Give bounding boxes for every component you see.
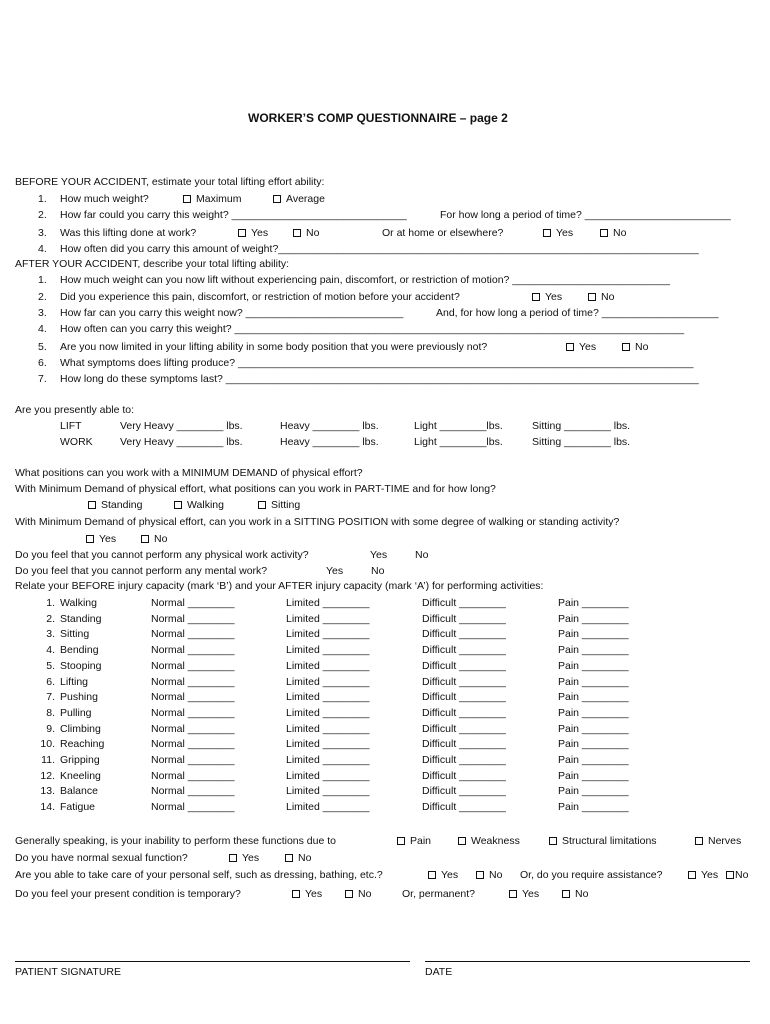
- before-q3-no[interactable]: No: [293, 227, 319, 240]
- activity-normal-field[interactable]: Normal ________: [151, 660, 235, 672]
- after-q7-text[interactable]: How long do these symptoms last? _________________________________________________________________________________: [60, 373, 699, 385]
- positions-q4-yes[interactable]: Yes: [370, 549, 388, 561]
- after-heading: AFTER YOUR ACCIDENT, describe your total lifting ability:: [15, 258, 290, 270]
- able-heading: Are you presently able to:: [15, 404, 135, 416]
- positions-q3: With Minimum Demand of physical effort, can you work in a SITTING POSITION with some degree of walking or standing activity?: [15, 516, 620, 528]
- activity-pain-field[interactable]: Pain ________: [558, 628, 629, 640]
- date-label: DATE: [425, 966, 453, 978]
- activity-difficult-field[interactable]: Difficult ________: [422, 613, 506, 625]
- able-lift-light[interactable]: Light ________lbs.: [414, 420, 503, 432]
- activity-limited-field[interactable]: Limited ________: [286, 754, 370, 766]
- activity-name: Lifting: [60, 676, 89, 688]
- positions-q1: What positions can you work with a MINIMUM DEMAND of physical effort?: [15, 467, 363, 479]
- activity-normal-field[interactable]: Normal ________: [151, 754, 235, 766]
- checkbox-icon[interactable]: [174, 501, 182, 509]
- activity-normal-field[interactable]: Normal ________: [151, 770, 235, 782]
- general-pain[interactable]: Pain: [397, 835, 431, 848]
- checkbox-icon[interactable]: [458, 837, 466, 845]
- activity-limited-field[interactable]: Limited ________: [286, 691, 370, 703]
- checkbox-icon[interactable]: [543, 229, 551, 237]
- activity-limited-field[interactable]: Limited ________: [286, 785, 370, 797]
- activity-normal-field[interactable]: Normal ________: [151, 597, 235, 609]
- checkbox-icon[interactable]: [566, 343, 574, 351]
- before-q4-text[interactable]: How often did you carry this amount of weight?________________________________________________________________________: [60, 243, 699, 255]
- checkbox-icon[interactable]: [428, 871, 436, 879]
- after-q7-num: 7.: [38, 373, 47, 385]
- checkbox-icon[interactable]: [141, 535, 149, 543]
- activity-difficult-field[interactable]: Difficult ________: [422, 785, 506, 797]
- activity-normal-field[interactable]: Normal ________: [151, 613, 235, 625]
- activity-pain-field[interactable]: Pain ________: [558, 723, 629, 735]
- activity-difficult-field[interactable]: Difficult ________: [422, 597, 506, 609]
- after-q2-yes[interactable]: Yes: [532, 291, 562, 304]
- after-q3-num: 3.: [38, 307, 47, 319]
- activity-num: 10.: [40, 738, 55, 750]
- checkbox-icon[interactable]: [88, 501, 96, 509]
- before-q1-text: How much weight?: [60, 193, 149, 205]
- date-line[interactable]: [425, 961, 750, 962]
- checkbox-icon[interactable]: [86, 535, 94, 543]
- checkbox-icon[interactable]: [258, 501, 266, 509]
- general-q4b-yes[interactable]: Yes: [509, 888, 539, 901]
- general-q3: Are you able to take care of your personal self, such as dressing, bathing, etc.?: [15, 869, 383, 881]
- activity-name: Fatigue: [60, 801, 96, 813]
- before-q1-num: 1.: [38, 193, 47, 205]
- activity-name: Walking: [60, 597, 97, 609]
- activity-normal-field[interactable]: Normal ________: [151, 723, 235, 735]
- general-q2-no[interactable]: No: [285, 852, 311, 865]
- activity-num: 4.: [46, 644, 55, 656]
- activity-name: Gripping: [60, 754, 100, 766]
- activity-num: 12.: [40, 770, 55, 782]
- checkbox-icon[interactable]: [292, 890, 300, 898]
- activity-limited-field[interactable]: Limited ________: [286, 801, 370, 813]
- before-q3-text2: Or at home or elsewhere?: [382, 227, 504, 239]
- checkbox-icon[interactable]: [293, 229, 301, 237]
- before-q1-average[interactable]: Average: [273, 193, 325, 206]
- activity-limited-field[interactable]: Limited ________: [286, 738, 370, 750]
- activity-limited-field[interactable]: Limited ________: [286, 676, 370, 688]
- activity-limited-field[interactable]: Limited ________: [286, 597, 370, 609]
- activity-pain-field[interactable]: Pain ________: [558, 754, 629, 766]
- after-q3-text2[interactable]: And, for how long a period of time? ____________________: [436, 307, 719, 319]
- before-q4-num: 4.: [38, 243, 47, 255]
- activity-difficult-field[interactable]: Difficult ________: [422, 676, 506, 688]
- activity-num: 11.: [41, 754, 55, 766]
- activity-num: 13.: [40, 785, 55, 797]
- activity-name: Stooping: [60, 660, 102, 672]
- activity-pain-field[interactable]: Pain ________: [558, 738, 629, 750]
- activity-normal-field[interactable]: Normal ________: [151, 676, 235, 688]
- activity-difficult-field[interactable]: Difficult ________: [422, 707, 506, 719]
- positions-walking[interactable]: Walking: [174, 499, 224, 512]
- activity-difficult-field[interactable]: Difficult ________: [422, 691, 506, 703]
- general-q4b-no[interactable]: No: [562, 888, 588, 901]
- activity-num: 14.: [40, 801, 55, 813]
- positions-q3-no[interactable]: No: [141, 533, 167, 546]
- activity-difficult-field[interactable]: Difficult ________: [422, 723, 506, 735]
- activity-difficult-field[interactable]: Difficult ________: [422, 754, 506, 766]
- positions-q5-yes[interactable]: Yes: [326, 565, 344, 577]
- activity-difficult-field[interactable]: Difficult ________: [422, 738, 506, 750]
- positions-standing[interactable]: Standing: [88, 499, 142, 512]
- activity-num: 3.: [46, 628, 55, 640]
- before-q2-text[interactable]: How far could you carry this weight? ______________________________: [60, 209, 407, 221]
- checkbox-icon[interactable]: [397, 837, 405, 845]
- after-q5-no[interactable]: No: [622, 341, 648, 354]
- able-work-heavy[interactable]: Heavy ________ lbs.: [280, 436, 379, 448]
- checkbox-icon[interactable]: [549, 837, 557, 845]
- activity-normal-field[interactable]: Normal ________: [151, 691, 235, 703]
- checkbox-icon[interactable]: [273, 195, 281, 203]
- general-q4-no[interactable]: No: [345, 888, 371, 901]
- patient-signature-line[interactable]: [15, 961, 410, 962]
- activity-name: Bending: [60, 644, 99, 656]
- checkbox-icon[interactable]: [238, 229, 246, 237]
- activity-name: Pushing: [60, 691, 98, 703]
- activity-difficult-field[interactable]: Difficult ________: [422, 660, 506, 672]
- able-work-sitting[interactable]: Sitting ________ lbs.: [532, 436, 631, 448]
- activity-name: Standing: [60, 613, 102, 625]
- activity-num: 7.: [46, 691, 55, 703]
- activity-normal-field[interactable]: Normal ________: [151, 707, 235, 719]
- able-work-label: WORK: [60, 436, 93, 448]
- activity-num: 5.: [46, 660, 55, 672]
- general-q4-yes[interactable]: Yes: [292, 888, 322, 901]
- activity-normal-field[interactable]: Normal ________: [151, 785, 235, 797]
- general-q3b-no[interactable]: No: [726, 869, 748, 882]
- checkbox-icon[interactable]: [600, 229, 608, 237]
- after-q2-no[interactable]: No: [588, 291, 614, 304]
- after-q5-text: Are you now limited in your lifting ability in some body position that you were previously not?: [60, 341, 488, 353]
- after-q4-num: 4.: [38, 323, 47, 335]
- general-q2-yes[interactable]: Yes: [229, 852, 259, 865]
- activity-normal-field[interactable]: Normal ________: [151, 644, 235, 656]
- activity-difficult-field[interactable]: Difficult ________: [422, 801, 506, 813]
- checkbox-icon[interactable]: [588, 293, 596, 301]
- activity-normal-field[interactable]: Normal ________: [151, 628, 235, 640]
- positions-q3-yes[interactable]: Yes: [86, 533, 116, 546]
- page-title: WORKER’S COMP QUESTIONNAIRE – page 2: [248, 111, 508, 125]
- activity-name: Balance: [60, 785, 98, 797]
- activity-pain-field[interactable]: Pain ________: [558, 597, 629, 609]
- positions-q5-no[interactable]: No: [371, 565, 385, 577]
- after-q2-num: 2.: [38, 291, 47, 303]
- before-q3-elsewhere-no[interactable]: No: [600, 227, 626, 240]
- general-q3b: Or, do you require assistance?: [520, 869, 663, 881]
- general-q3b-yes[interactable]: Yes: [688, 869, 718, 882]
- after-q2-text: Did you experience this pain, discomfort, or restriction of motion before your accident?: [60, 291, 460, 303]
- before-q2-num: 2.: [38, 209, 47, 221]
- checkbox-icon[interactable]: [229, 854, 237, 862]
- after-q1-num: 1.: [38, 274, 47, 286]
- activity-pain-field[interactable]: Pain ________: [558, 613, 629, 625]
- able-lift-very-heavy[interactable]: Very Heavy ________ lbs.: [120, 420, 243, 432]
- able-lift-heavy[interactable]: Heavy ________ lbs.: [280, 420, 379, 432]
- activity-num: 2.: [46, 613, 55, 625]
- after-q6-num: 6.: [38, 357, 47, 369]
- activity-difficult-field[interactable]: Difficult ________: [422, 644, 506, 656]
- checkbox-icon[interactable]: [183, 195, 191, 203]
- activity-num: 9.: [46, 723, 55, 735]
- activity-limited-field[interactable]: Limited ________: [286, 628, 370, 640]
- general-q1: Generally speaking, is your inability to perform these functions due to: [15, 835, 337, 847]
- before-q3-text: Was this lifting done at work?: [60, 227, 197, 239]
- able-lift-label: LIFT: [60, 420, 82, 432]
- before-q3-num: 3.: [38, 227, 47, 239]
- positions-q4: Do you feel that you cannot perform any physical work activity?: [15, 549, 309, 561]
- activity-normal-field[interactable]: Normal ________: [151, 801, 235, 813]
- checkbox-icon[interactable]: [562, 890, 570, 898]
- activity-limited-field[interactable]: Limited ________: [286, 723, 370, 735]
- after-q5-yes[interactable]: Yes: [566, 341, 596, 354]
- activity-difficult-field[interactable]: Difficult ________: [422, 628, 506, 640]
- activity-name: Climbing: [60, 723, 101, 735]
- activity-pain-field[interactable]: Pain ________: [558, 770, 629, 782]
- checkbox-icon[interactable]: [695, 837, 703, 845]
- general-nerves[interactable]: Nerves: [695, 835, 741, 848]
- activity-num: 6.: [46, 676, 55, 688]
- before-heading: BEFORE YOUR ACCIDENT, estimate your total lifting effort ability:: [15, 176, 325, 188]
- activity-difficult-field[interactable]: Difficult ________: [422, 770, 506, 782]
- activity-num: 8.: [46, 707, 55, 719]
- activity-limited-field[interactable]: Limited ________: [286, 644, 370, 656]
- positions-q6: Relate your BEFORE injury capacity (mark ‘B’) and your AFTER injury capacity (mark ‘A’) for performing activities:: [15, 580, 544, 592]
- general-structural[interactable]: Structural limitations: [549, 835, 657, 848]
- activity-num: 1.: [46, 597, 55, 609]
- positions-sitting[interactable]: Sitting: [258, 499, 300, 512]
- after-q1-text[interactable]: How much weight can you now lift without experiencing pain, discomfort, or restriction of motion? ___________________________: [60, 274, 670, 286]
- activity-limited-field[interactable]: Limited ________: [286, 770, 370, 782]
- activity-limited-field[interactable]: Limited ________: [286, 613, 370, 625]
- able-work-very-heavy[interactable]: Very Heavy ________ lbs.: [120, 436, 243, 448]
- before-q3-yes[interactable]: Yes: [238, 227, 268, 240]
- activity-name: Sitting: [60, 628, 90, 640]
- checkbox-icon[interactable]: [345, 890, 353, 898]
- activity-pain-field[interactable]: Pain ________: [558, 691, 629, 703]
- activity-pain-field[interactable]: Pain ________: [558, 707, 629, 719]
- checkbox-icon[interactable]: [285, 854, 293, 862]
- before-q3-elsewhere-yes[interactable]: Yes: [543, 227, 573, 240]
- activity-name: Reaching: [60, 738, 105, 750]
- before-q2-text2[interactable]: For how long a period of time? _________________________: [440, 209, 731, 221]
- activity-name: Pulling: [60, 707, 92, 719]
- activity-limited-field[interactable]: Limited ________: [286, 660, 370, 672]
- activity-name: Kneeling: [60, 770, 101, 782]
- positions-q5: Do you feel that you cannot perform any mental work?: [15, 565, 268, 577]
- checkbox-icon[interactable]: [622, 343, 630, 351]
- general-q3-yes[interactable]: Yes: [428, 869, 458, 882]
- activity-pain-field[interactable]: Pain ________: [558, 785, 629, 797]
- activity-pain-field[interactable]: Pain ________: [558, 644, 629, 656]
- positions-q2: With Minimum Demand of physical effort, what positions can you work in PART-TIME and for how long?: [15, 483, 496, 495]
- activity-normal-field[interactable]: Normal ________: [151, 738, 235, 750]
- checkbox-icon[interactable]: [532, 293, 540, 301]
- activity-pain-field[interactable]: Pain ________: [558, 801, 629, 813]
- general-weakness[interactable]: Weakness: [458, 835, 520, 848]
- checkbox-icon[interactable]: [509, 890, 517, 898]
- activity-pain-field[interactable]: Pain ________: [558, 676, 629, 688]
- checkbox-icon[interactable]: [726, 871, 734, 879]
- after-q4-text[interactable]: How often can you carry this weight? _____________________________________________________________________________: [60, 323, 685, 335]
- after-q5-num: 5.: [38, 341, 47, 353]
- patient-signature-label: PATIENT SIGNATURE: [15, 966, 121, 978]
- general-q3-no[interactable]: No: [476, 869, 502, 882]
- general-q2: Do you have normal sexual function?: [15, 852, 188, 864]
- activity-pain-field[interactable]: Pain ________: [558, 660, 629, 672]
- after-q6-text[interactable]: What symptoms does lifting produce? ______________________________________________________________________________: [60, 357, 694, 369]
- positions-q4-no[interactable]: No: [415, 549, 429, 561]
- after-q3-text[interactable]: How far can you carry this weight now? ___________________________: [60, 307, 404, 319]
- checkbox-icon[interactable]: [688, 871, 696, 879]
- checkbox-icon[interactable]: [476, 871, 484, 879]
- before-q1-maximum[interactable]: Maximum: [183, 193, 242, 206]
- activity-limited-field[interactable]: Limited ________: [286, 707, 370, 719]
- general-q4: Do you feel your present condition is temporary?: [15, 888, 241, 900]
- general-q4b: Or, permanent?: [402, 888, 475, 900]
- able-work-light[interactable]: Light ________lbs.: [414, 436, 503, 448]
- able-lift-sitting[interactable]: Sitting ________ lbs.: [532, 420, 631, 432]
